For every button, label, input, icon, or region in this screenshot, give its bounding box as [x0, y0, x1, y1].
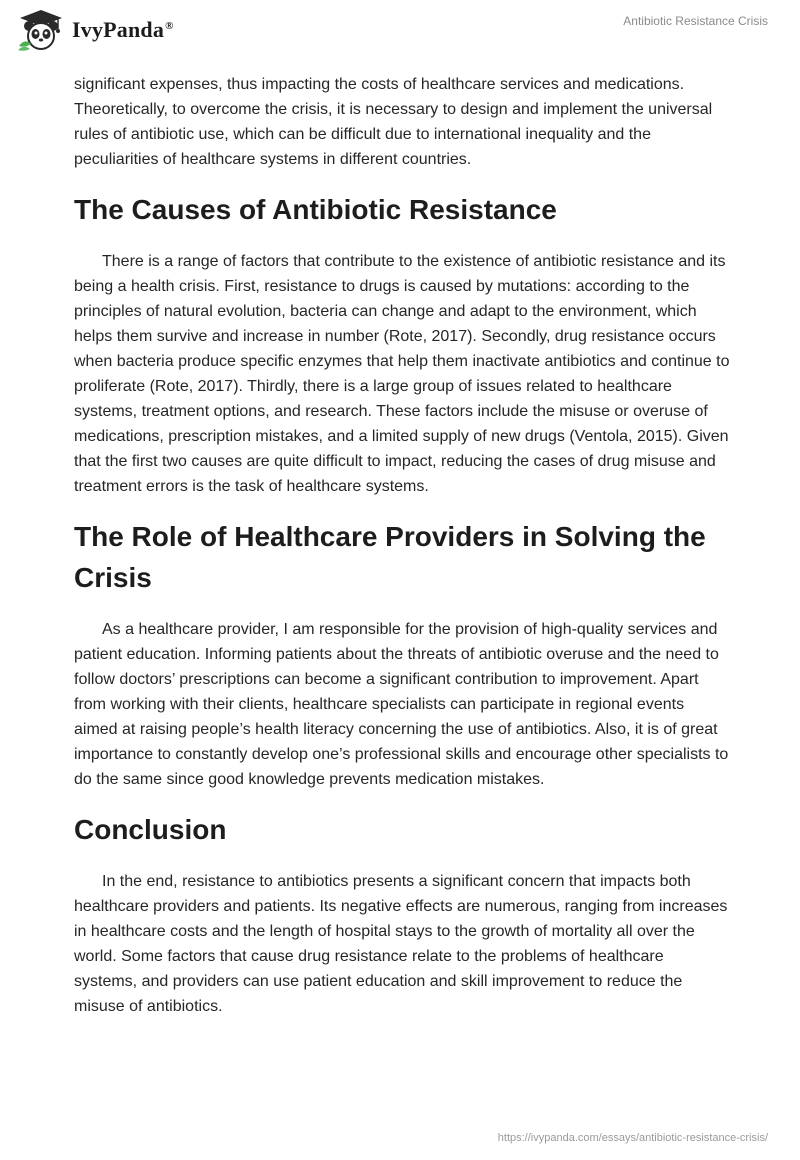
section-paragraph-causes: There is a range of factors that contribute to the existence of antibiotic resistance and its being a health crisis. First, resistance to drugs is caused by mutations: according to the principles of natural evolution, bacteria can change and adapt to the environment, which helps them survive and increase in number (Rote, 2017). Secondly, drug resistance occurs when bacteria produce specific enzymes that help them inactivate antibiotics and continue to proliferate (Rote, 2017). Thirdly, there is a large group of issues related to healthcare systems, treatment options, and research. These factors include the misuse or overuse of medications, prescription mistakes, and a limited supply of new drugs (Ventola, 2015). Given that the first two causes are quite difficult to impact, reducing the cases of drug misuse and treatment errors is the task of healthcare systems. — [74, 253, 730, 495]
registered-mark: ® — [165, 19, 174, 32]
essay-body — [74, 72, 730, 1019]
brand-name: IvyPanda® — [72, 17, 174, 42]
section-paragraph-conclusion: In the end, resistance to antibiotics presents a significant concern that impacts both healthcare providers and patients. Its negative effects are numerous, ranging from increases in healthcare costs and the length of hospital stays to the growth of mortality all over the world. Some factors that cause drug resistance relate to the problems of healthcare systems, and providers can use patient education and skill improvement to reduce the misuse of antibiotics. — [74, 873, 728, 1015]
ivypanda-logo[interactable] — [16, 8, 174, 52]
source-url[interactable]: https://ivypanda.com/essays/antibiotic-resistance-crisis/ — [497, 1132, 768, 1144]
section-heading-causes: The Causes of Antibiotic Resistance — [74, 194, 557, 225]
panda-graduate-icon — [16, 8, 66, 52]
intro-paragraph: significant expenses, thus impacting the costs of healthcare services and medications. Theoretically, to overcome the crisis, it is necessary to design and implement the universal rules of antibiotic use, which can be difficult due to international inequality and the peculiarities of healthcare systems in different countries. — [74, 76, 713, 168]
page-header — [0, 0, 800, 60]
section-paragraph-role: As a healthcare provider, I am responsible for the provision of high-quality services and patient education. Informing patients about the threats of antibiotic overuse and the need to follow doctors’ prescriptions can become a significant contribution to improvement. Apart from working with their clients, healthcare specialists can participate in regional events aimed at raising people’s health literacy concerning the use of antibiotics. Also, it is of great importance to constantly develop one’s professional skills and encourage other specialists to do the same since good knowledge prevents medication mistakes. — [74, 621, 729, 788]
running-title: Antibiotic Resistance Crisis — [623, 14, 768, 28]
section-heading-conclusion: Conclusion — [74, 814, 227, 845]
section-heading-role: The Role of Healthcare Providers in Solving the Crisis — [74, 521, 706, 593]
